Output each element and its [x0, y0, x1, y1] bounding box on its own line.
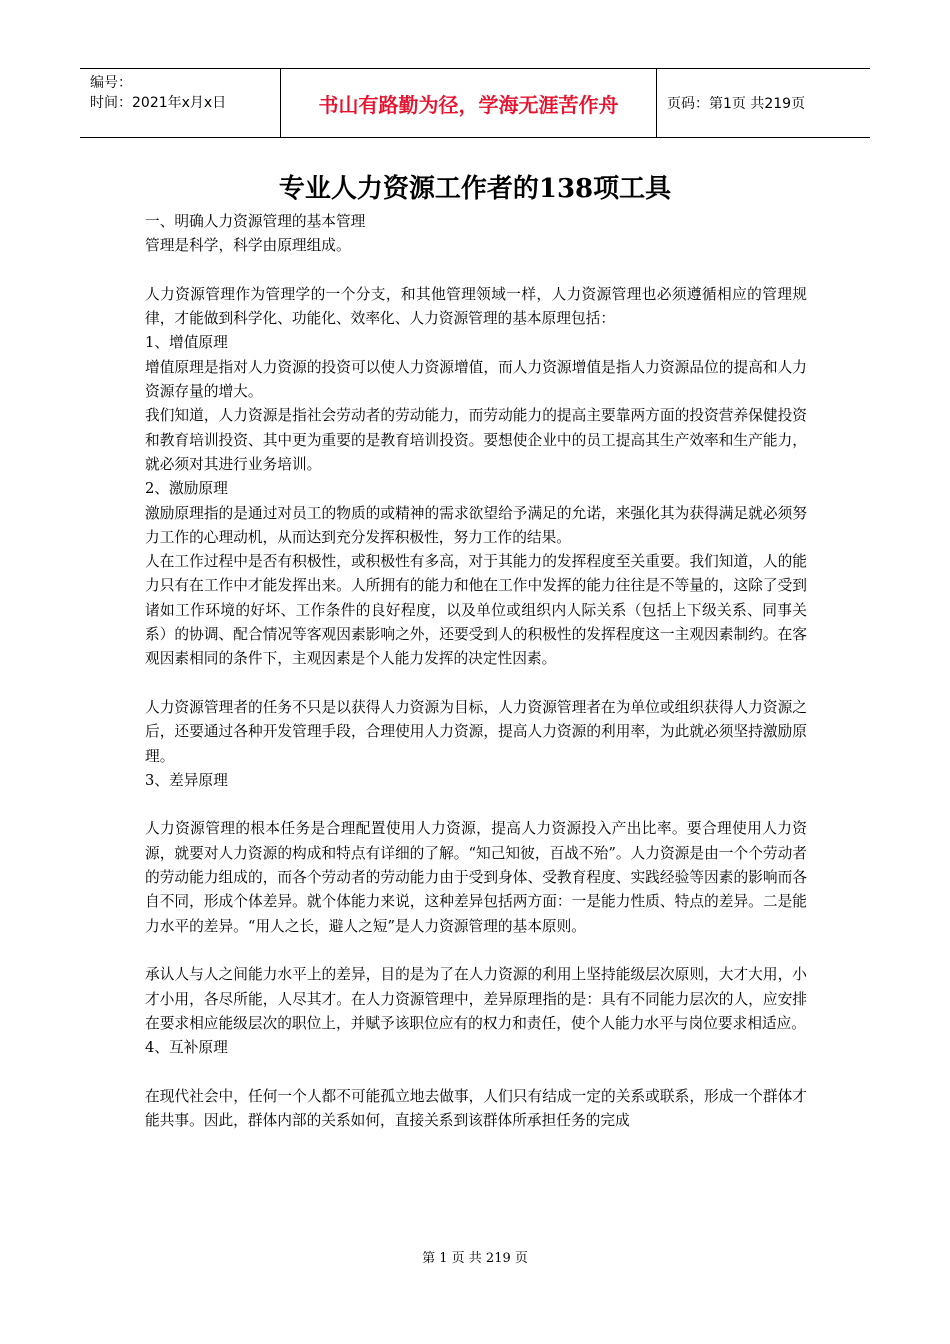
header-motto: 书山有路勤为径，学海无涯苦作舟: [280, 69, 657, 137]
paragraph: 管理是科学，科学由原理组成。: [145, 237, 351, 255]
paragraph: 人力资源管理的根本任务是合理配置使用人力资源，提高人力资源投入产出比率。要合理使用人力资源，就要对人力资源的构成和特点有详细的了解。“知己知彼，百战不殆”。人力资源是由一个个劳动者的劳动能力组成的，而各个劳动者的劳动能力由于受到身体、受教育程度、实践经验等因素的影响而各自不同，形成个体差异。就个体能力来说，这种差异包括两方面：一是能力性质、特点的差异。二是能力水平的差异。“用人之长，避人之短”是人力资源管理的基本原则。: [145, 820, 807, 935]
page-header: [80, 68, 870, 138]
time-label: 时间：2021年x月x日: [90, 95, 227, 111]
blank-line: [145, 259, 807, 283]
paragraph: 人力资源管理者的任务不只是以获得人力资源为目标，人力资源管理者在为单位或组织获得人力资源之后，还要通过各种开发管理手段，合理使用人力资源，提高人力资源的利用率，为此就必须坚持激励原理。: [145, 698, 807, 765]
blank-line: [145, 939, 807, 963]
header-meta: [80, 69, 280, 137]
paragraph: 4、互补原理: [145, 1039, 228, 1057]
paragraph: 2、激励原理: [145, 480, 228, 498]
number-label: 编号：: [90, 75, 132, 91]
paragraph: 3、差异原理: [145, 771, 228, 789]
page-footer: 第 1 页 共 219 页: [422, 1251, 528, 1266]
blank-line: [145, 793, 807, 817]
paragraph: 1、增值原理: [145, 334, 228, 352]
document-body: [145, 210, 807, 1133]
paragraph: 承认人与人之间能力水平上的差异，目的是为了在人力资源的利用上坚持能级层次原则，大才大用，小才小用，各尽所能，人尽其才。在人力资源管理中，差异原理指的是：具有不同能力层次的人，应安排在要求相应能级层次的职位上，并赋予该职位应有的权力和责任，使个人能力水平与岗位要求相适应。: [145, 966, 807, 1032]
blank-line: [145, 672, 807, 696]
paragraph: 激励原理指的是通过对员工的物质的或精神的需求欲望给予满足的允诺，来强化其为获得满足就必须努力工作的心理动机，从而达到充分发挥积极性，努力工作的结果。: [145, 504, 807, 546]
paragraph: 增值原理是指对人力资源的投资可以使人力资源增值，而人力资源增值是指人力资源品位的提高和人力资源存量的增大。: [145, 358, 807, 401]
paragraph: 我们知道，人力资源是指社会劳动者的劳动能力，而劳动能力的提高主要靠两方面的投资营养保健投资和教育培训投资、其中更为重要的是教育培训投资。要想使企业中的员工提高其生产效率和生产能力，就必须对其进行业务培训。: [145, 407, 807, 473]
document-title: 专业人力资源工作者的138项工具: [278, 174, 672, 204]
paragraph: 一、明确人力资源管理的基本管理: [145, 213, 366, 230]
paragraph: 人力资源管理作为管理学的一个分支，和其他管理领域一样，人力资源管理也必须遵循相应的管理规律，才能做到科学化、功能化、效率化、人力资源管理的基本原理包括：: [145, 285, 807, 328]
paragraph: 在现代社会中，任何一个人都不可能孤立地去做事，人们只有结成一定的关系或联系，形成一个群体才能共事。因此，群体内部的关系如何，直接关系到该群体所承担任务的完成: [145, 1087, 807, 1129]
blank-line: [145, 1060, 807, 1084]
header-page-label: 页码：第1页 共219页: [667, 96, 806, 112]
paragraph: 人在工作过程中是否有积极性，或积极性有多高，对于其能力的发挥程度至关重要。我们知道，人的能力只有在工作中才能发挥出来。人所拥有的能力和他在工作中发挥的能力往往是不等量的，这除了受到诸如工作环境的好坏、工作条件的良好程度，以及单位或组织内人际关系（包括上下级关系、同事关系）的协调、配合情况等客观因素影响之外，还要受到人的积极性的发挥程度这一主观因素制约。在客观因素相同的条件下，主观因素是个人能力发挥的决定性因素。: [145, 553, 807, 668]
